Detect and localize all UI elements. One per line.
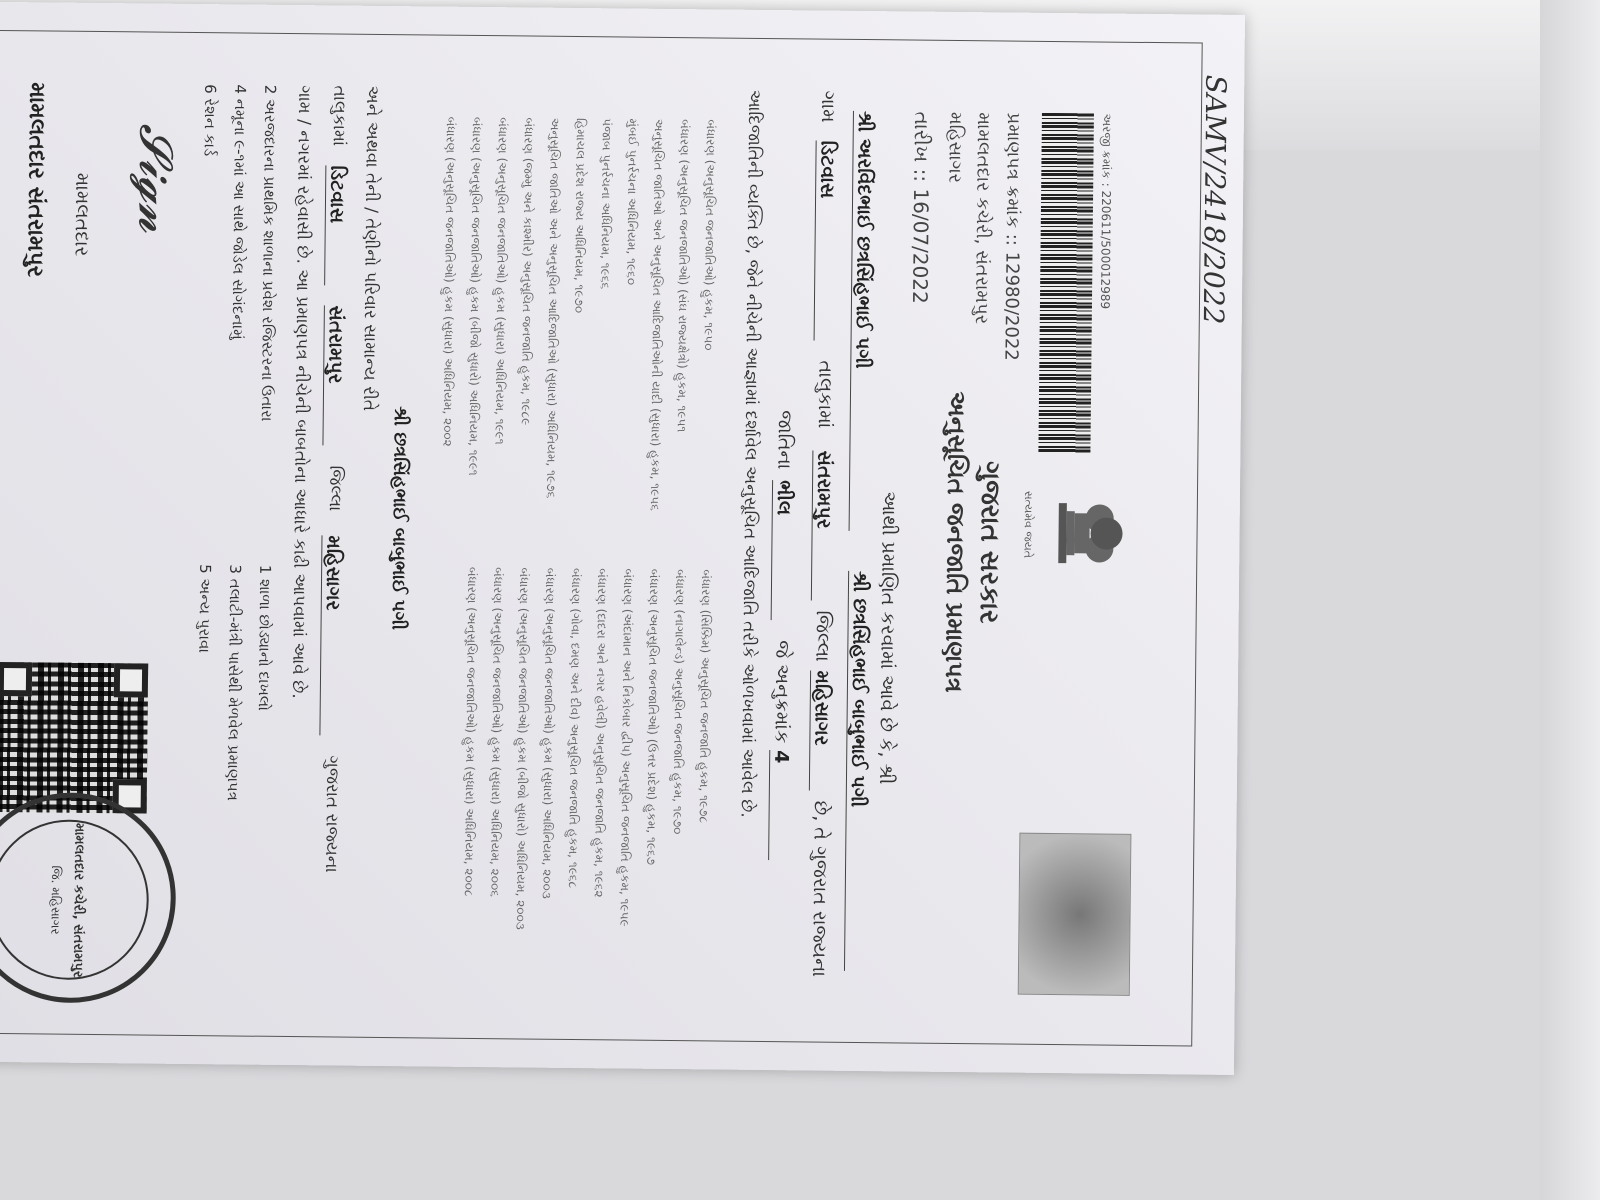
certificate-title: અનુસૂચિત જનજાતિ પ્રમાણપત્ર — [939, 391, 972, 693]
state-label: છે, તે ગુજરાત રાજ્યના — [807, 800, 832, 978]
document-item-6: 6 રેશન કાર્ડ — [200, 84, 220, 157]
seal-place: જિ. મહિસાગર — [48, 865, 64, 935]
intro-text: આથી પ્રમાણિત કરવામાં આવે છે કે, શ્રી — [874, 491, 900, 785]
order-item: બંધારણ (અનુસૂચિત જનજાતિઓ) હુકમ, ૧૯૫૦ — [701, 119, 718, 351]
order-item: બંધારણ (જમ્મુ અને કાશ્મીર) અનુસૂચિત જનજાતિ હુકમ, ૧૯૮૯ — [518, 117, 536, 426]
seal-text: મામલતદાર કચેરી, સંતરામપુર — [69, 822, 87, 978]
officer-signature: 𝓢𝓲𝓰𝓷 — [128, 123, 184, 234]
signatory-title: મામલતદાર — [70, 172, 94, 257]
order-item: અનુસૂચિત જાતિઓ અને અનુસૂચિત આદિજાતિઓની યાદી (સુધારા) હુકમ, ૧૯૫૬ — [647, 118, 666, 511]
document-item-2: 2 અરજદારના પ્રાથમિક શાળાના પ્રવેશ રજિસ્ટરના ઉતારા — [257, 84, 280, 422]
order-item: બંધારણ (અનુસૂચિત જનજાતિઓ) હુકમ (બીજો સુધારો) અધિનિયમ, ૧૯૯૧ — [466, 116, 484, 476]
certificate-number: પ્રમાણપત્ર ક્રમાંક :: 12980/2022 — [1000, 112, 1024, 361]
name-secondary: શ્રી અરવિંદભાઈ છત્રસિંહભાઈ પગી — [849, 111, 876, 531]
order-item: બંધારણ (અનુસૂચિત જનજાતિઓ) હુકમ (સુધારા) અધિનિયમ, ૧૯૯૧ — [492, 117, 510, 445]
government-title: ગુજરાત સરકાર — [973, 461, 1006, 624]
form-value: 4 — [768, 750, 792, 860]
order-item: અનુસૂચિત જાતિઓ અને અનુસૂચિત આદિજાતિઓ (સુધારા) અધિનિયમ, ૧૯૭૬ — [543, 117, 562, 499]
district-label: જિલ્લા — [811, 610, 834, 662]
resides-taluka-label: તાલુકામાં — [328, 85, 350, 147]
taluka-label: તાલુકામાં — [813, 360, 837, 429]
barcode-image — [1038, 113, 1094, 454]
order-item: બંધારણ (દાદરા અને નગર હવેલી) અનુસૂચિત જનજાતિ હુકમ, ૧૯૬૨ — [591, 568, 610, 898]
order-item: બંધારણ (અનુસૂચિત જનજાતિઓ) (ઉત્તર પ્રદેશ) હુકમ, ૧૯૬૭ — [644, 568, 662, 866]
order-item: બંધારણ (નાગાલેન્ડ) અનુસૂચિત જનજાતિ હુકમ, ૧૯૭૦ — [670, 569, 688, 835]
form-label: જે અનુક્રમાંક — [770, 640, 794, 744]
document-item-3: 3 તલાટી-મંત્રી પાસેથી મેળવેલ પ્રમાણપત્ર — [223, 564, 245, 802]
order-item: બંધારણ (ગોવા, દમણ અને દીવ) અનુસૂચિત જનજાતિ હુકમ, ૧૯૬૮ — [565, 567, 584, 889]
gam-label: ગામ — [816, 90, 840, 123]
qr-finder — [114, 663, 148, 697]
order-item: બંધારણ (અનુસૂચિત જનજાતિઓ) હુકમ (સુધારા) અધિનિયમ, ૨૦૦૮ — [461, 566, 480, 897]
order-item: બંધારણ (અનુસૂચિત જનજાતિઓ) હુકમ (બીજો સુધારો) અધિનિયમ, ૨૦૦૩ — [513, 567, 532, 930]
order-item: બંધારણ (અનુસૂચિત જનજાતિઓ) (સંઘ રાજ્યક્ષેત્રો) હુકમ, ૧૯૫૧ — [674, 119, 692, 433]
district-value: મહિસાગર — [809, 670, 833, 790]
handwritten-reference: SAMV/2418/2022 — [1196, 74, 1233, 325]
orders-list-right — [455, 567, 719, 990]
resides-district-label: જિલ્લા — [324, 465, 346, 512]
name-primary: શ્રી છત્રસિંહભાઈ બાબુભાઈ પગી — [844, 571, 871, 971]
issuing-office: મામલતદાર કચેરી, સંતરામપુર — [970, 112, 994, 325]
background-right — [1540, 0, 1600, 1200]
orders-list-left — [433, 117, 723, 540]
gam-value: ડિટવાસ — [814, 141, 839, 341]
document-item-1: 1 શાળા છોડ્યાનો દાખલો — [254, 564, 275, 712]
emblem-caption: સત્યમેવ જયતે — [1021, 490, 1036, 559]
holder-name: શ્રી છત્રસિંહભાઈ બાબુભાઈ પગી — [387, 406, 411, 631]
document-item-4: 4 નમૂના ૯-૧માં આ સાથે જોડેલ સોગંદનામું — [228, 84, 250, 340]
main-statement: આદિજાતિની વ્યક્તિ છે, જેને નીચેની આજ્ઞામાં દર્શાવેલ અનુસૂચિત આદિજાતિ તરીકે ઓળખવામાં આવેલ છે. — [736, 89, 765, 818]
order-item: પંજાબ પુનર્રચના અધિનિયમ, ૧૯૬૬ — [598, 118, 614, 290]
document-item-5: 5 અન્ય પુરાવા — [195, 564, 215, 654]
jati-label: જાતિના — [773, 410, 796, 470]
resides-taluka-value: ડિટવાસ — [324, 165, 348, 285]
order-item: બંધારણ (અનુસૂચિત જનજાતિઓ) હુકમ (સુધારા) અધિનિયમ, ૨૦૦૨ — [440, 116, 458, 447]
basis-statement: ગામ / નગરમાં રહેવાસી છે. આ પ્રમાણપત્ર નીચેની બાબતોના આધારે કાઢી આપવામાં આવે છે. — [287, 85, 315, 699]
order-item: બંધારણ (અનુસૂચિત જનજાતિઓ) હુકમ (સુધારા) અધિનિયમ, ૨૦૦૬ — [487, 567, 506, 897]
resides-taluka2-value: સંતરામપુર — [322, 305, 346, 445]
order-item: મુંબઈ પુનર્રચના અધિનિયમ, ૧૯૬૦ — [624, 118, 640, 286]
holder-photo — [1018, 833, 1132, 996]
family-line: અને અથવા તેની / તેણીનો પરિવાર સામાન્ય રીતે — [358, 85, 383, 412]
resides-state-label: ગુજરાત રાજ્યના — [320, 755, 343, 873]
order-item: બંધારણ (અનુસૂચિત જનજાતિઓ) હુકમ (સુધારા) અધિનિયમ, ૨૦૦૩ — [539, 567, 558, 899]
order-item: બંધારણ (અંદામાન અને નિકોબાર દ્વીપ) અનુસૂચિત જનજાતિ હુકમ, ૧૯૫૯ — [617, 568, 636, 927]
national-emblem-icon — [1034, 483, 1145, 584]
qr-finder — [0, 662, 32, 696]
resides-district-value: મહિસાગર — [319, 535, 344, 735]
order-item: બંધારણ (સિક્કિમ) અનુસૂચિત જનજાતિ હુકમ, ૧૯૭૮ — [696, 569, 714, 824]
issuing-office-district: મહિસાગર — [944, 111, 966, 184]
jati-value: ભીલ — [771, 480, 795, 620]
qr-code — [0, 662, 148, 814]
signatory-place: મામલતદાર સંતરામપુર — [22, 82, 50, 278]
order-item: હિમાચલ પ્રદેશ રાજ્ય અધિનિયમ, ૧૯૭૦ — [571, 117, 588, 314]
barcode-label: અરજી ક્રમાંક : 220611/500012989 — [1097, 113, 1114, 310]
taluka-value: સંતરામપુર — [811, 450, 836, 600]
issue-date: તારીખ :: 16/07/2022 — [907, 111, 934, 304]
